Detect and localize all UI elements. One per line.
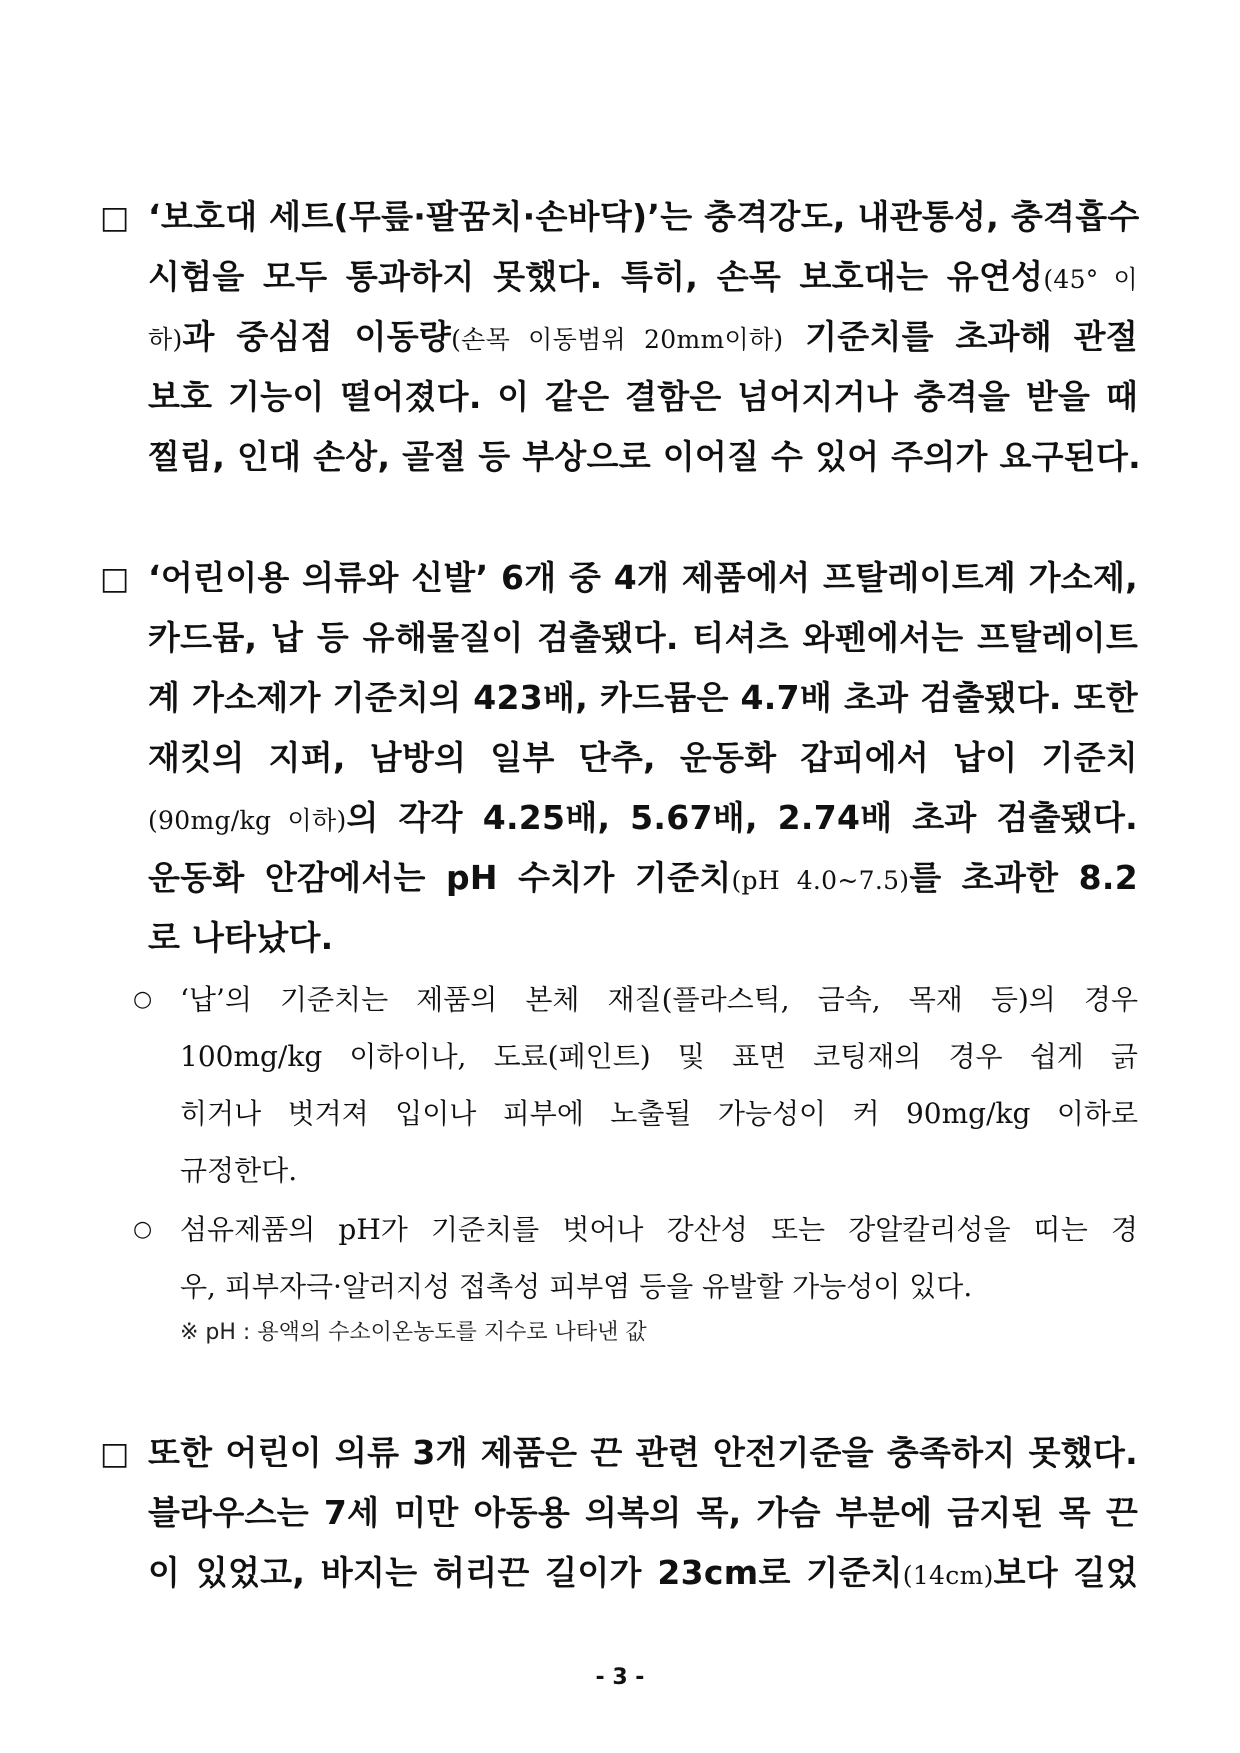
paragraph-line <box>148 1493 1138 1533</box>
bold-text: 보다 길었 <box>993 1553 1138 1592</box>
sub-line: 섬유제품의 pH가 기준치를 벗어나 강산성 또는 강알칼리성을 띠는 경 <box>180 1213 1138 1246</box>
bold-text: 또한 어린이 의류 3개 제품은 끈 관련 안전기준을 충족하지 못했다. <box>148 1433 1138 1472</box>
bold-text: 기준치를 초과해 관절 <box>783 317 1139 356</box>
sub-line: 규정한다. <box>180 1154 298 1187</box>
circle-bullet: ○ <box>133 1217 153 1242</box>
paragraph-line <box>148 618 1138 658</box>
sub-line: 우, 피부자극·알러지성 접촉성 피부염 등을 유발할 가능성이 있다. <box>180 1270 973 1303</box>
bold-text: 카드뮴, 납 등 유해물질이 검출됐다. 티셔츠 와펜에서는 프탈레이트 <box>148 618 1138 657</box>
bold-text: 과 중심점 이동량 <box>182 317 452 356</box>
sub-line: 히거나 벗겨져 입이나 피부에 노출될 가능성이 커 90mg/kg 이하로 <box>180 1097 1138 1130</box>
sub-line: ‘납’의 기준치는 제품의 본체 재질(플라스틱, 금속, 목재 등)의 경우 <box>180 983 1138 1016</box>
bold-text: 의 각각 4.25배, 5.67배, 2.74배 초과 검출됐다. <box>346 798 1138 837</box>
small-serif-text: (90mg/kg 이하) <box>148 806 347 835</box>
paragraph-line <box>148 377 1138 417</box>
sub-line: 100mg/kg 이하이나, 도료(페인트) 및 표면 코팅재의 경우 쉽게 긁 <box>180 1040 1138 1073</box>
checkbox-bullet: □ <box>100 1436 130 1472</box>
bold-text: 계 가소제가 기준치의 423배, 카드뮴은 4.7배 초과 검출됐다. 또한 <box>148 678 1138 717</box>
paragraph-line <box>148 558 1138 598</box>
paragraph-line <box>148 1433 1138 1473</box>
bold-text: 이 있었고, 바지는 허리끈 길이가 23cm로 기준치 <box>148 1553 903 1592</box>
bold-text: 로 나타났다. <box>148 918 334 957</box>
bold-text: 보호 기능이 떨어졌다. 이 같은 결함은 넘어지거나 충격을 받을 때 <box>148 377 1138 416</box>
small-serif-text: (pH 4.0~7.5) <box>731 866 910 895</box>
bold-text: ‘보호대 세트(무릎·팔꿈치·손바닥)’는 충격강도, 내관통성, 충격흡수 <box>148 197 1140 236</box>
small-serif-text: 하) <box>148 325 183 354</box>
paragraph-line <box>148 257 1138 300</box>
paragraph-line <box>148 858 1138 901</box>
circle-bullet: ○ <box>133 987 153 1012</box>
paragraph-line <box>148 197 1138 237</box>
paragraph-line <box>148 1553 1138 1596</box>
footnote-ph: ※ pH : 용액의 수소이온농도를 지수로 나타낸 값 <box>180 1320 647 1345</box>
bold-text: 찔림, 인대 손상, 골절 등 부상으로 이어질 수 있어 주의가 요구된다. <box>148 437 1142 476</box>
checkbox-bullet: □ <box>100 561 130 597</box>
bold-text: 를 초과한 8.2 <box>909 858 1138 897</box>
paragraph-line <box>148 798 1138 841</box>
small-serif-text: (45° 이 <box>1043 265 1138 294</box>
paragraph-line <box>148 918 334 958</box>
paragraph-line <box>148 678 1138 718</box>
bold-text: 블라우스는 7세 미만 아동용 의복의 목, 가슴 부분에 금지된 목 끈 <box>148 1493 1138 1532</box>
bold-text: 시험을 모두 통과하지 못했다. 특히, 손목 보호대는 유연성 <box>148 257 1044 296</box>
paragraph-line <box>148 437 1141 477</box>
checkbox-bullet: □ <box>100 200 130 236</box>
paragraph-line <box>148 738 1138 778</box>
bold-text: 운동화 안감에서는 pH 수치가 기준치 <box>148 858 732 897</box>
bold-text: ‘어린이용 의류와 신발’ 6개 중 4개 제품에서 프탈레이트계 가소제, <box>148 558 1138 597</box>
small-serif-text: (손목 이동범위 20mm이하) <box>451 325 784 354</box>
page-number: - 3 - <box>595 1665 645 1690</box>
paragraph-line <box>148 317 1138 360</box>
bold-text: 재킷의 지퍼, 남방의 일부 단추, 운동화 갑피에서 납이 기준치 <box>148 738 1138 777</box>
small-serif-text: (14cm) <box>902 1561 994 1590</box>
